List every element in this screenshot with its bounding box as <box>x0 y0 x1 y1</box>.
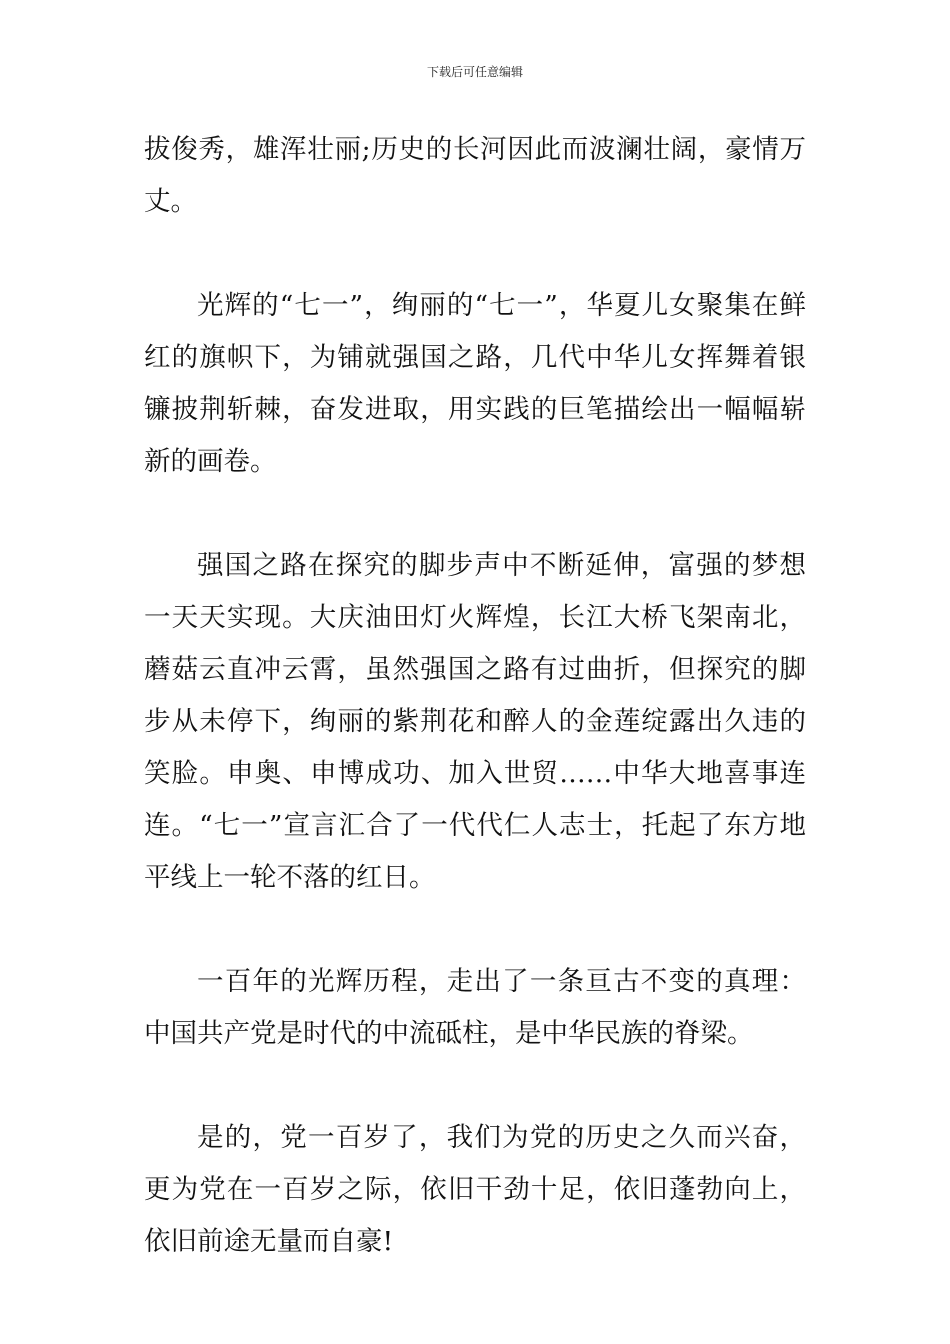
paragraph-5: 是的，党一百岁了，我们为党的历史之久而兴奋，更为党在一百岁之际，依旧干劲十足，依旧蓬勃向上，依旧前途无量而自豪! <box>144 1122 806 1257</box>
paragraph-1: 拔俊秀，雄浑壮丽;历史的长河因此而波澜壮阔，豪情万丈。 <box>144 134 806 217</box>
paragraph-2: 光辉的“七一”，绚丽的“七一”，华夏儿女聚集在鲜红的旗帜下，为铺就强国之路，几代中华儿女挥舞着银镰披荆斩棘，奋发进取，用实践的巨笔描绘出一幅幅崭新的画卷。 <box>144 290 806 477</box>
page-header: 下载后可任意编辑 <box>426 65 523 79</box>
paragraph-gap <box>144 228 806 280</box>
paragraph-3: 强国之路在探究的脚步声中不断延伸，富强的梦想一天天实现。大庆油田灯火辉煌，长江大桥飞架南北，蘑菇云直冲云霄，虽然强国之路有过曲折，但探究的脚步从未停下，绚丽的紫荆花和醉人的金莲绽露出久违的笑脸。申奥、申博成功、加入世贸……中华大地喜事连连。“七一”宣言汇合了一代代仁人志士，托起了东方地平线上一轮不落的红日。 <box>144 550 806 893</box>
paragraph-gap <box>144 488 806 540</box>
paragraph-gap <box>144 904 806 956</box>
paragraph-4: 一百年的光辉历程，走出了一条亘古不变的真理：中国共产党是时代的中流砥柱，是中华民族的脊梁。 <box>144 966 806 1049</box>
document-body <box>144 124 806 1268</box>
paragraph-gap <box>144 1060 806 1112</box>
